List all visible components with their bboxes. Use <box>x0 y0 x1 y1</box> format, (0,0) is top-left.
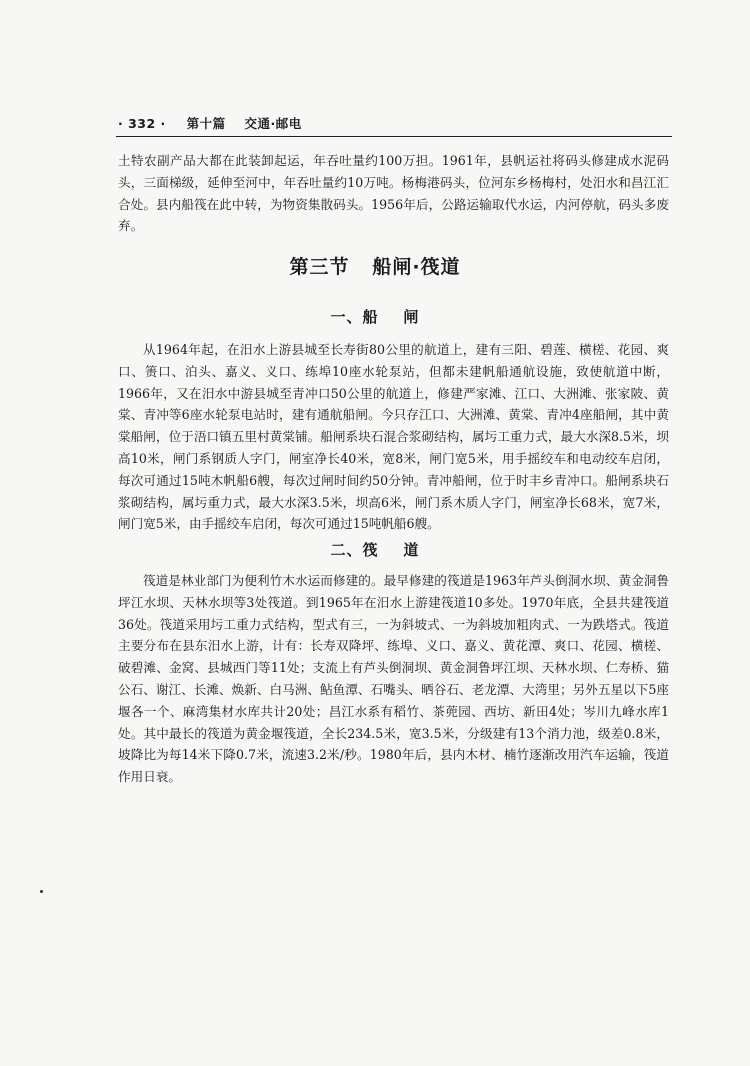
intro-paragraph: 土特农副产品大都在此装卸起运，年吞吐量约100万担。1961年，县帆运社将码头修建成水泥码头，三面梯级，延伸至河中，年吞吐量约10万吨。杨梅港码头，位河东乡杨梅村，处汨水和昌江汇合处。县内船筏在此中转，为物资集散码头。1956年后，公路运输取代水运，内河停航，码头多废弃。 <box>118 153 669 234</box>
scan-speck <box>40 890 43 893</box>
section-title: 第三节 船闸·筏道 <box>289 256 461 278</box>
raftways-paragraph: 筏道是林业部门为便利竹木水运而修建的。最早修建的筏道是1963年芦头倒洞水坝、黄金洞鲁坪江水坝、天林水坝等3处筏道。到1965年在汨水上游建筏道10多处。1970年底，全县共建筏道36处。筏道采用圬工重力式结构，型式有三，一为斜坡式、一为斜坡加粗肉式、一为跌塔式。筏道主要分布在县东汨水上游，计有：长寿双降坪、练埠、义口、嘉义、黄花潭、爽口、花园、横槎、破碧滩、金窝、县城西门等11处；支流上有芦头倒洞坝、黄金洞鲁坪江坝、天林水坝、仁寿桥、猫公石、谢江、长滩、焕新、白马洲、鲇鱼潭、石嘴头、晒谷石、老龙潭、大湾里；另外五星以下5座堰各一个、麻湾集材水库共计20处；昌江水系有稻竹、茶蔸园、西坊、新田4处；岑川九峰水库1处。其中最长的筏道为黄金堰筏道，全长234.5米，宽3.5米，分级建有13个消力池，级差0.8米，坡降比为每14米下降0.7米，流速3.2米/秒。1980年后，县内木材、楠竹逐渐改用汽车运输，筏道作用日衰。 <box>118 573 669 785</box>
part-title: 交通·邮电 <box>244 116 302 131</box>
raftways-heading: 二、筏 道 <box>330 541 420 559</box>
ship-locks-paragraph: 从1964年起，在汨水上游县城至长寿街80公里的航道上，建有三阳、碧莲、横槎、花园、爽口、箦口、泊头、嘉义、义口、练埠10座水轮泵站，但都未建帆船通航设施，致使航道中断，1966年，又在汨水中游县城至青冲口50公里的航道上，修建严家滩、江口、大洲滩、张家陂、黄棠、青冲等6座水轮泵电站时，建有通航船闸。今只存江口、大洲滩、黄棠、青冲4座船闸，其中黄棠船闸，位于浯口镇五里村黄棠铺。船闸系块石混合浆砌结构，属圬工重力式，最大水深8.5米，坝高10米，闸门系钢质人字门，闸室净长40米，宽8米，闸门宽5米，用手摇绞车和电动绞车启闭，每次可通过15吨木帆船6艘，每次过闸时间约50分钟。青冲船闸，位于时丰乡青冲口。船闸系块石浆砌结构，属圬重力式，最大水深3.5米，坝高6米，闸门系木质人字门，闸室净长68米，宽7米，闸门宽5米，由手摇绞车启闭，每次可通过15吨帆船6艘。 <box>118 342 669 532</box>
part-number: 第十篇 <box>186 116 226 131</box>
header-rule <box>116 136 672 137</box>
page-number: · 332 · <box>118 116 166 131</box>
running-header <box>118 114 302 132</box>
ship-locks-heading: 一、船 闸 <box>330 308 420 326</box>
